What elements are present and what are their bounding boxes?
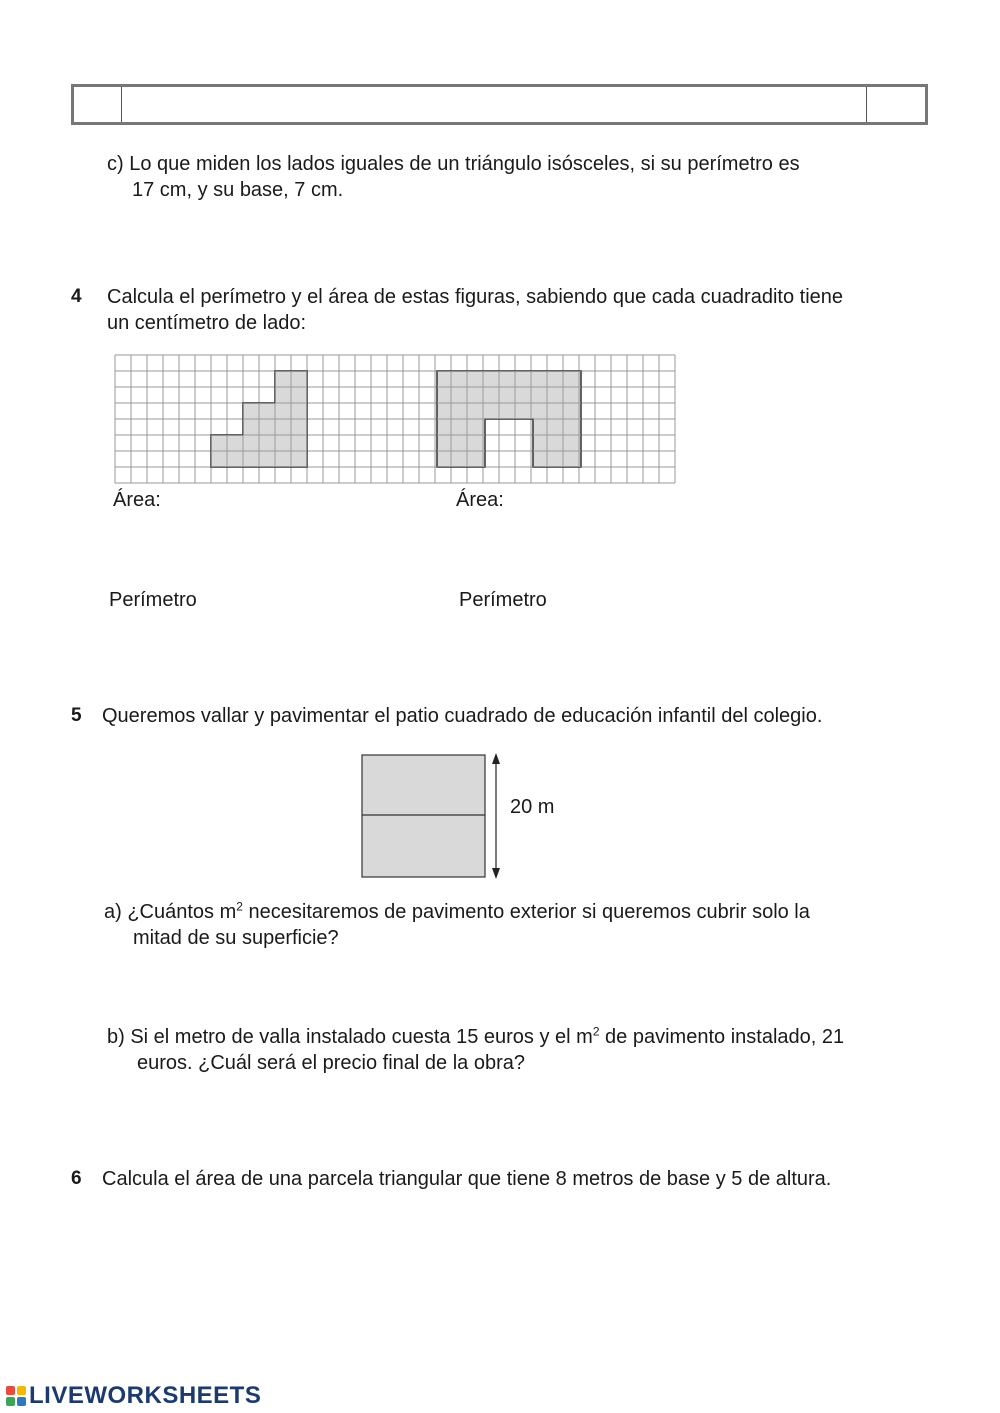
logo-blocks-icon: [6, 1386, 26, 1406]
exercise-6-number: 6: [71, 1168, 82, 1189]
exercise-5-number: 5: [71, 705, 82, 726]
exercise-5a-suffix: necesitaremos de pavimento exterior si queremos cubrir solo la: [242, 901, 810, 923]
exercise-4-line-1: Calcula el perímetro y el área de estas figuras, sabiendo que cada cuadradito tiene: [107, 286, 844, 308]
exercise-5a-prefix: a) ¿Cuántos m: [104, 901, 237, 923]
arrow-up-icon: [492, 753, 500, 764]
exercise-5b-line-1: [107, 1024, 844, 1050]
perimeter-label-2: Perímetro: [459, 589, 547, 611]
patio-square: [362, 755, 485, 877]
arrow-down-icon: [492, 868, 500, 879]
exercise-5a-line-2: mitad de su superficie?: [133, 927, 339, 949]
exercise-5a-sup: 2: [236, 899, 243, 914]
logo-block-red: [6, 1386, 15, 1395]
area-label-2: Área:: [456, 489, 504, 511]
logo-block-green: [6, 1397, 15, 1406]
area-label-1: Área:: [113, 489, 161, 511]
dimension-label: 20 m: [510, 796, 555, 818]
exercise-6-statement: Calcula el área de una parcela triangular que tiene 8 metros de base y 5 de altura.: [102, 1168, 832, 1190]
liveworksheets-logo: [6, 1381, 261, 1411]
logo-text: LIVEWORKSHEETS: [29, 1382, 262, 1409]
exercise-5-statement: Queremos vallar y pavimentar el patio cuadrado de educación infantil del colegio.: [102, 705, 823, 727]
exercise-5a-line-1: [104, 899, 810, 925]
exercise-3c-line-2: 17 cm, y su base, 7 cm.: [132, 179, 344, 201]
exercise-5b-line-2: euros. ¿Cuál será el precio final de la obra?: [137, 1052, 525, 1074]
exercise-5b-suffix: de pavimento instalado, 21: [599, 1026, 845, 1048]
exercise-4-number: 4: [71, 286, 82, 307]
logo-block-yellow: [17, 1386, 26, 1395]
exercise-5b-prefix: b) Si el metro de valla instalado cuesta 15 euros y el m: [107, 1026, 593, 1048]
exercise-4-line-2: un centímetro de lado:: [107, 312, 307, 334]
perimeter-label-1: Perímetro: [109, 589, 197, 611]
exercise-3c-line-1: c) Lo que miden los lados iguales de un triángulo isósceles, si su perímetro es: [107, 153, 800, 175]
exercise-5b-sup: 2: [592, 1024, 600, 1039]
logo-block-blue: [17, 1397, 26, 1406]
